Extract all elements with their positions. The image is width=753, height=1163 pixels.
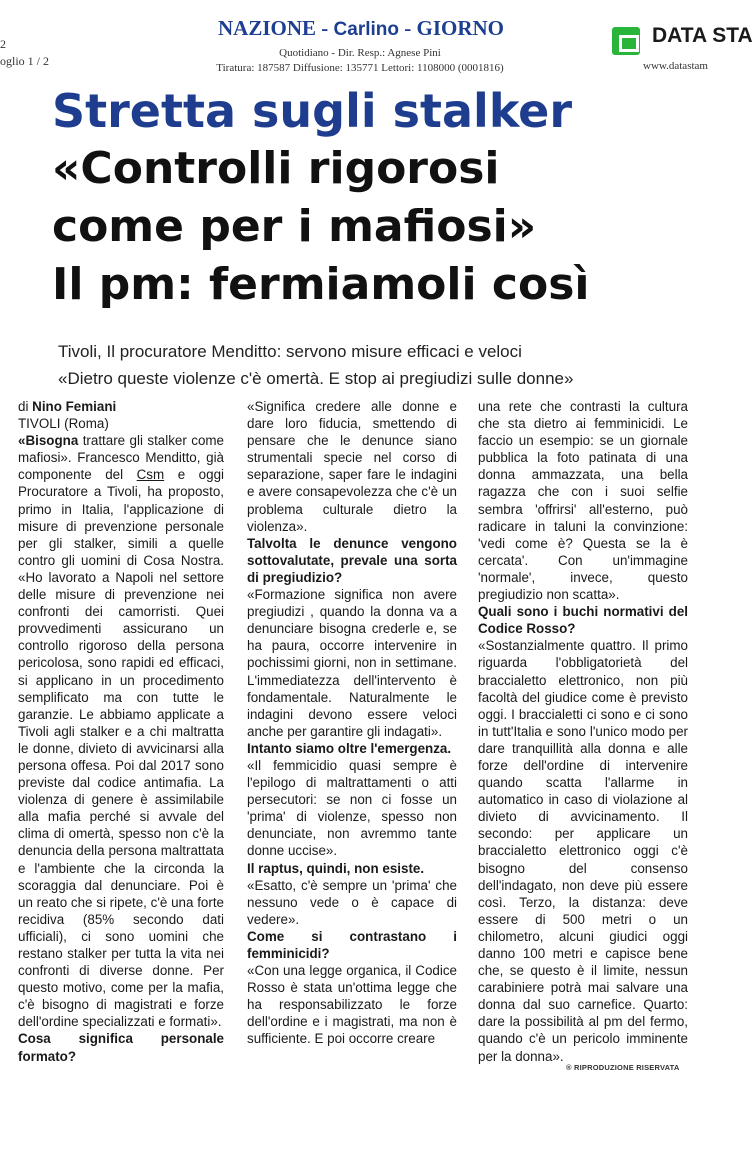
- headline-line-2: «Controlli rigorosi: [52, 143, 500, 194]
- circulation-info: Tiratura: 187587 Diffusione: 135771 Lettori: 1108000 (0001816): [216, 62, 504, 74]
- interview-question: Come si contrastano i femminicidi?: [247, 928, 457, 961]
- interview-answer-continued: una rete che contrasti la cultura che sta dietro ai femminicidi. Le faccio un esempio: se un giornale pubblica la foto patinata di una donna ammazzata, una bella ragazza che con i suoi selfie sembra 'offrirsi' all'esterno, può radicare in taluni la convinzione: 'vedi come è? Questa se la è cercata'. Con un'immagine 'normale', invece, questo pregiudizio non scatta».: [478, 399, 688, 603]
- article-column-2: [247, 398, 457, 1048]
- deck-line-1: Tivoli, Il procuratore Menditto: servono misure efficaci e veloci: [58, 342, 522, 361]
- csm-text: Csm: [136, 467, 165, 483]
- page-number: 2: [0, 37, 6, 51]
- masthead-giorno: GIORNO: [416, 16, 504, 40]
- article-column-3: [478, 398, 688, 1065]
- interview-question: Quali sono i buchi normativi del Codice Rosso?: [478, 604, 688, 637]
- dateline: TIVOLI (Roma): [18, 416, 109, 432]
- article-headline: [52, 82, 692, 314]
- author-name: Nino Femiani: [32, 399, 117, 414]
- agency-url: www.datastam: [643, 60, 708, 72]
- article-column-1: [18, 398, 224, 1065]
- interview-answer: «Il femmicidio quasi sempre è l'epilogo di maltrattamenti o atti persecutori: se non ci fosse un 'prima' di violenze, spesso non denunciate, non avremmo tante donne uccise».: [247, 757, 457, 859]
- interview-answer: «Con una legge organica, il Codice Rosso è stata un'ottima legge che ha responsabilizzato le forze dell'ordine e i magistrati, ma non è sufficiente. E poi occorre creare: [247, 963, 457, 1047]
- headline-line-3: come per i mafiosi»: [52, 201, 537, 252]
- datastampa-logo-icon: [612, 27, 640, 55]
- deck-line-2: «Dietro queste violenze c'è omertà. E stop ai pregiudizi sulle donne»: [58, 369, 574, 388]
- page-meta: [0, 36, 49, 70]
- headline-line-1: Stretta sugli stalker: [52, 84, 573, 138]
- interview-question: Intanto siamo oltre l'emergenza.: [247, 740, 452, 756]
- interview-question: Il raptus, quindi, non esiste.: [247, 860, 425, 876]
- byline: di Nino Femiani: [18, 399, 117, 414]
- sheet-indicator: oglio 1 / 2: [0, 54, 50, 68]
- copyright-notice: ® RIPRODUZIONE RISERVATA: [566, 1063, 680, 1072]
- headline-line-4: Il pm: fermiamoli così: [52, 259, 590, 310]
- interview-answer: «Sostanzialmente quattro. Il primo riguarda l'obbligatorietà del braccialetto elettronico, non più facoltà del giudice come è previsto oggi. I braccialetti ci sono e ci sono in tutt'Italia e sono l'unico modo per dare tranquillità alla donna e alle forze dell'ordine di intervenire quando scatta l'allarme in automatico in caso di violazione al divieto di avvicinamento. Il secondo: per applicare un braccialetto elettronico oggi c'è bisogno del consenso dell'indagato, non deve più essere così. Terzo, la distanza: deve essere di 500 metri o un chilometro, alcuni giudici oggi danno 100 metri e capisce bene che, se questo è il limite, nessun carabiniere potrà mai salvare una donna dal suo carnefice. Quarto: dare la possibilità al pm del fermo, quando c'è un pericolo imminente per la donna».: [478, 638, 688, 1064]
- interview-question: Cosa significa personale formato?: [18, 1031, 224, 1064]
- interview-answer: «Esatto, c'è sempre un 'prima' che nessuno vede o è capace di vedere».: [247, 877, 457, 927]
- interview-answer: «Significa credere alle donne e dare loro fiducia, smettendo di pensare che le denunce siano strumentali specie nel corso di separazione, saper fare le indagini e avere consapevolezza che c'è un problema culturale dietro la violenza».: [247, 399, 457, 534]
- agency-name: DATA STA: [652, 24, 753, 47]
- masthead-nazione: NAZIONE: [218, 16, 317, 40]
- masthead-carlino: Carlino: [333, 19, 399, 40]
- publication-info: Quotidiano - Dir. Resp.: Agnese Pini: [279, 47, 441, 59]
- interview-question: Talvolta le denunce vengono sottovalutate, prevale una sorta di pregiudizio?: [247, 535, 457, 585]
- newspaper-masthead: NAZIONE - Carlino - GIORNO: [218, 16, 504, 40]
- article-paragraph: «Bisogna trattare gli stalker come mafiosi». Francesco Menditto, già componente del Csm e oggi Procuratore a Tivoli, ha proposto, primo in Italia, l'applicazione di misure di prevenzione personale per gli stalker, simili a quelle contro gli uomini di Cosa Nostra. «Ho lavorato a Napoli nel settore delle misure di prevenzione nei confronti dei camorristi. Quei provvedimenti assicurano un controllo rigoroso della persona pericolosa, sono rapidi ed efficaci, si applicano in un procedimento semplificato ma con tutte le garanzie. Le abbiamo applicate a Tivoli agli stalker e a chi maltratta le donne, divieto di avvicinarsi alla persona offesa. Poi dal 2017 sono previste dal codice antimafia. La violenza di genere è assimilabile alla mafia perché si avvale del clima di omertà, spesso non c'è la denuncia della persona maltrattata e l'ambiente che la circonda la scoraggia dal denunciare. Poi è un reato che si ripete, c'è una forte recidiva (85% secondo dati ufficiali), ci sono uomini che restano stalker per tutta la vita nei confronti di diverse donne. Per questo motivo, come per la mafia, c'è bisogno di magistrati e forze dell'ordine specializzati e formati».: [18, 433, 224, 1030]
- interview-answer: «Formazione significa non avere pregiudizi , quando la donna va a denunciare bisogna crederle e, se ha paura, occorre intervenire in pochissimi giorni, non in settimane. L'immediatezza dell'intervento è fondamentale. Naturalmente le indagini devono essere veloci anche per garantire gli indagati».: [247, 587, 457, 739]
